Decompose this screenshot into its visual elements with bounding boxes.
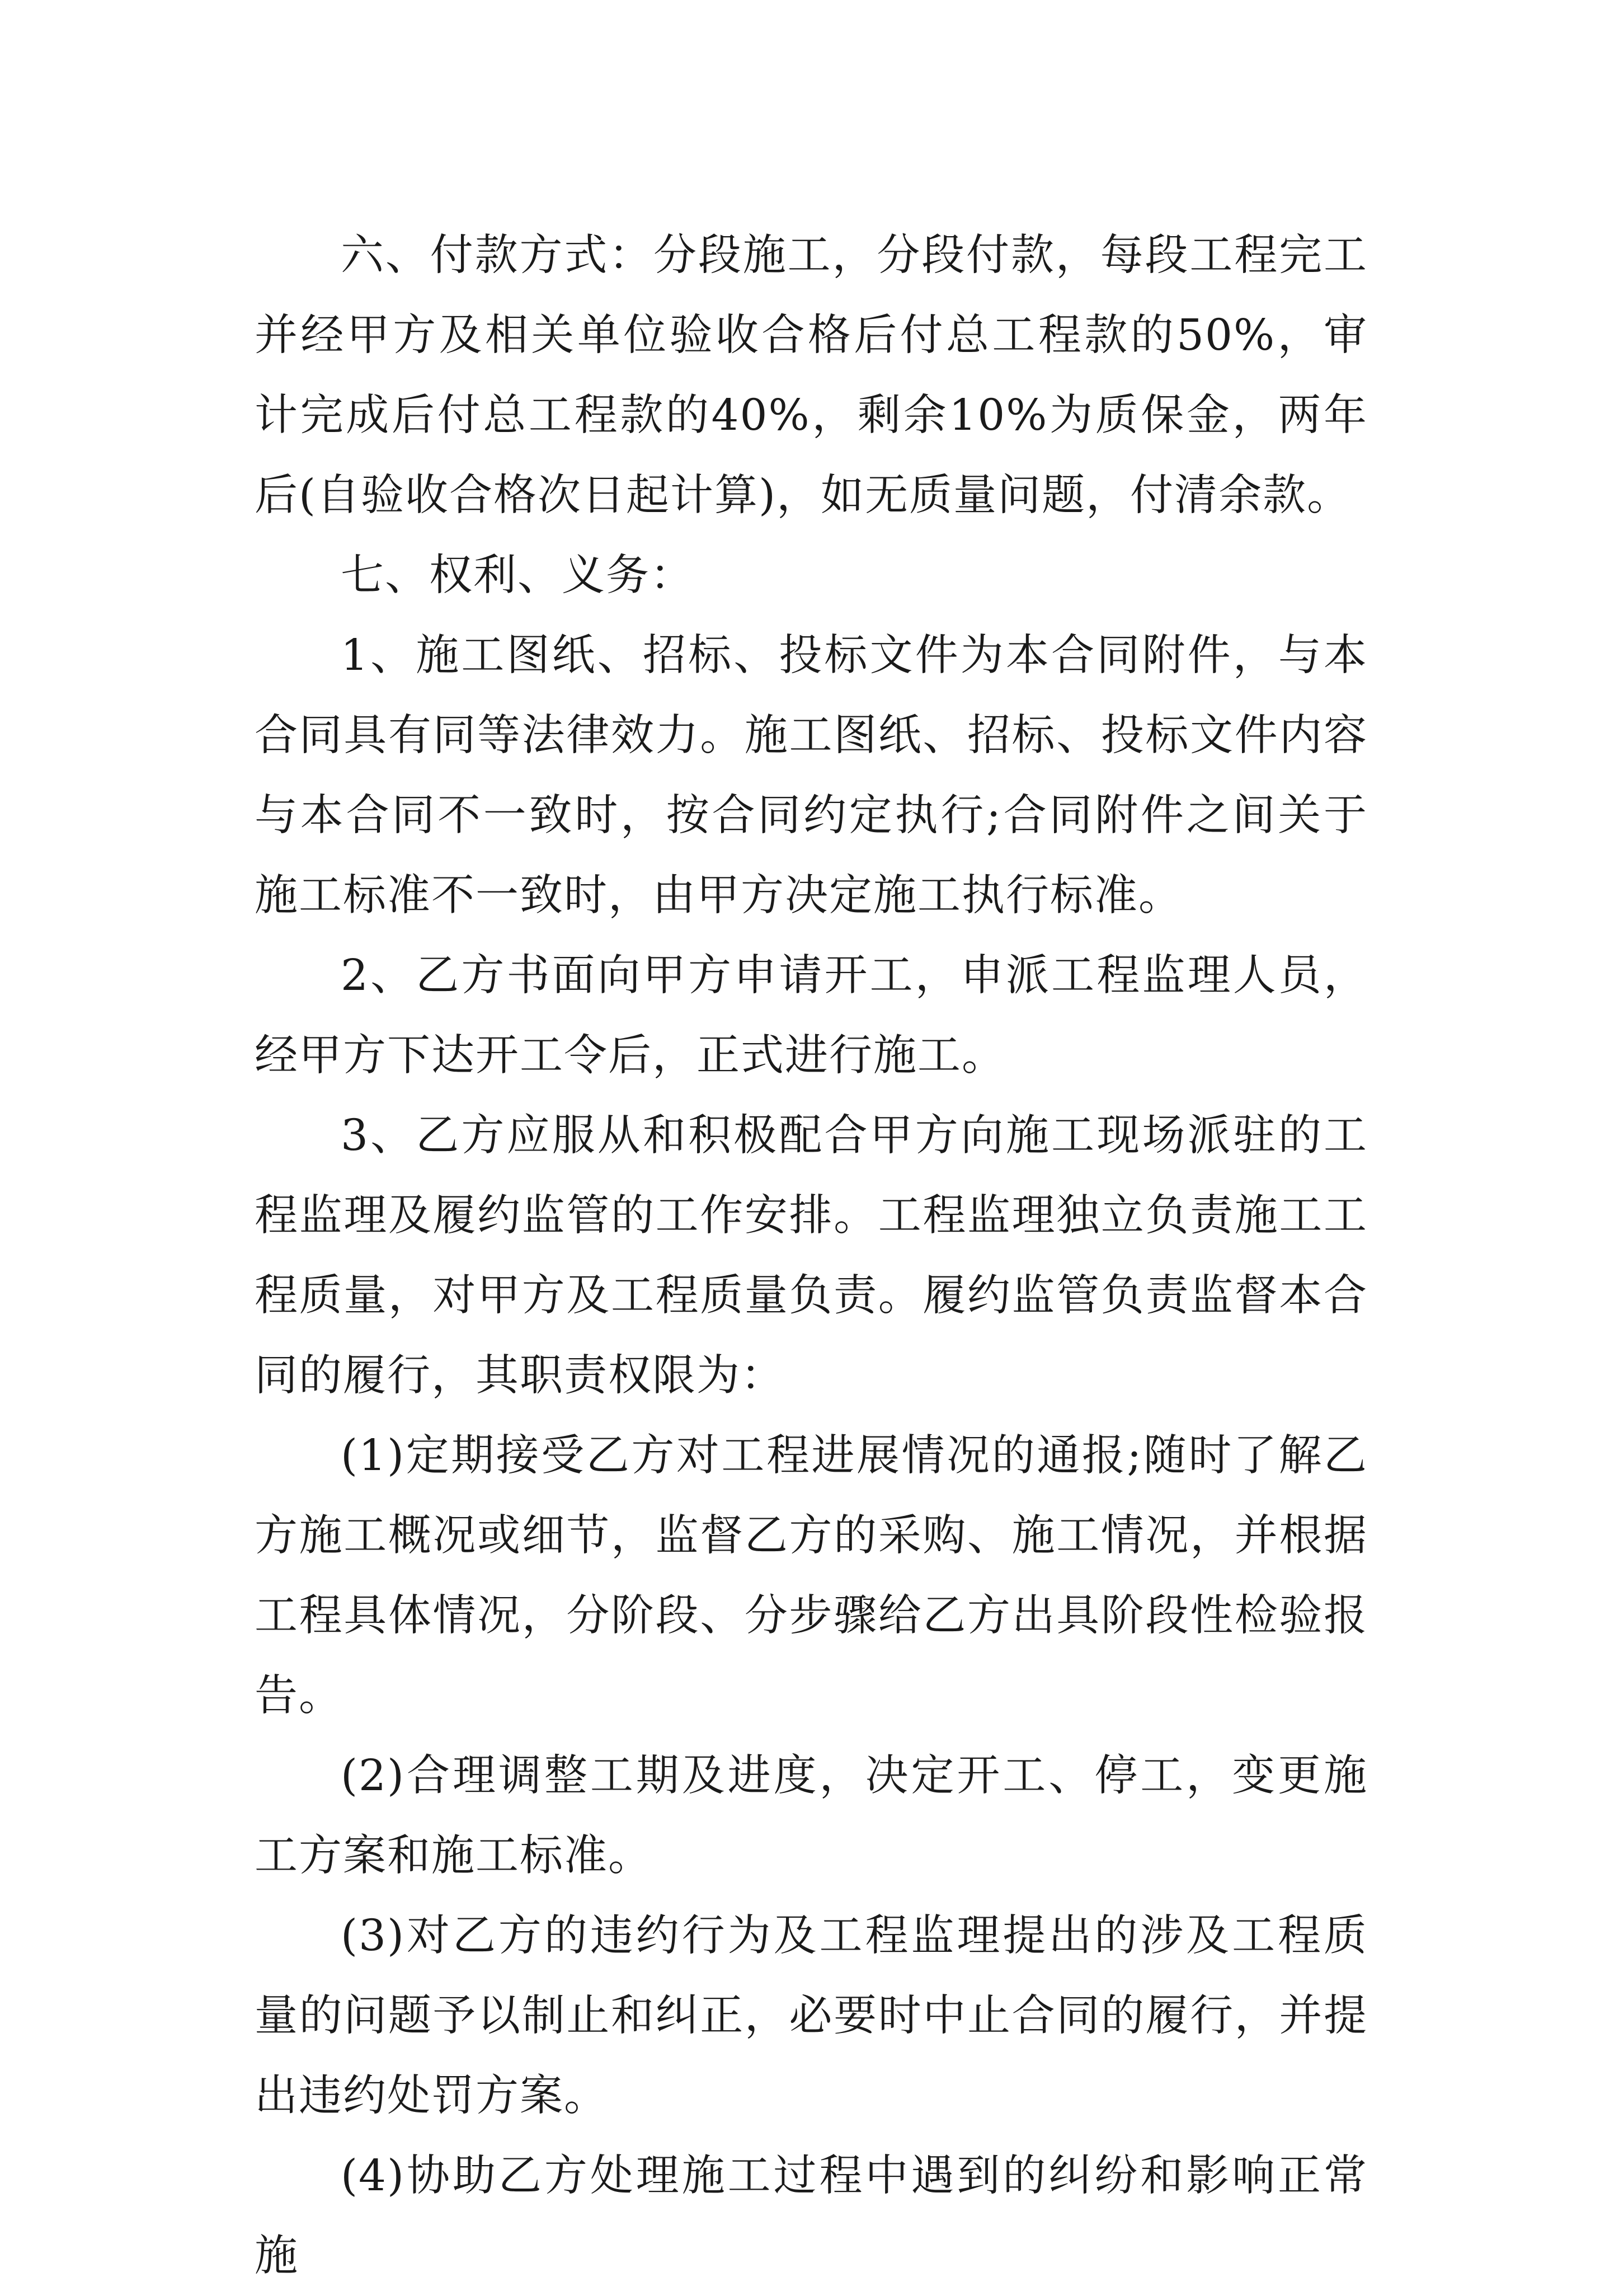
paragraph-item-1: 1、施工图纸、招标、投标文件为本合同附件，与本合同具有同等法律效力。施工图纸、招标、投标文件内容与本合同不一致时，按合同约定执行;合同附件之间关于施工标准不一致时，由甲方决定施工执行标准。 [255, 631, 1368, 921]
paragraph-subitem-1: (1)定期接受乙方对工程进展情况的通报;随时了解乙方施工概况或细节，监督乙方的采购、施工情况，并根据工程具体情况，分阶段、分步骤给乙方出具阶段性检验报告。 [255, 1431, 1368, 1721]
paragraph-subitem-2: (2)合理调整工期及进度，决定开工、停工，变更施工方案和施工标准。 [255, 1751, 1368, 1881]
paragraph-subitem-3: (3)对乙方的违约行为及工程监理提出的涉及工程质量的问题予以制止和纠正，必要时中止合同的履行，并提出违约处罚方案。 [255, 1911, 1368, 2121]
paragraph-rights-obligations-heading: 七、权利、义务： [341, 551, 694, 600]
document-body [255, 215, 1368, 2296]
paragraph-subitem-4: (4)协助乙方处理施工过程中遇到的纠纷和影响正常施 [255, 2151, 1368, 2281]
paragraph-item-2: 2、乙方书面向甲方申请开工，申派工程监理人员，经甲方下达开工令后，正式进行施工。 [255, 951, 1368, 1081]
paragraph-payment-method: 六、付款方式：分段施工，分段付款，每段工程完工并经甲方及相关单位验收合格后付总工程款的50%，审计完成后付总工程款的40%，剩余10%为质保金，两年后(自验收合格次日起计算)，如无质量问题，付清余款。 [255, 231, 1368, 520]
paragraph-item-3: 3、乙方应服从和积极配合甲方向施工现场派驻的工程监理及履约监管的工作安排。工程监理独立负责施工工程质量，对甲方及工程质量负责。履约监管负责监督本合同的履行，其职责权限为： [255, 1111, 1368, 1401]
